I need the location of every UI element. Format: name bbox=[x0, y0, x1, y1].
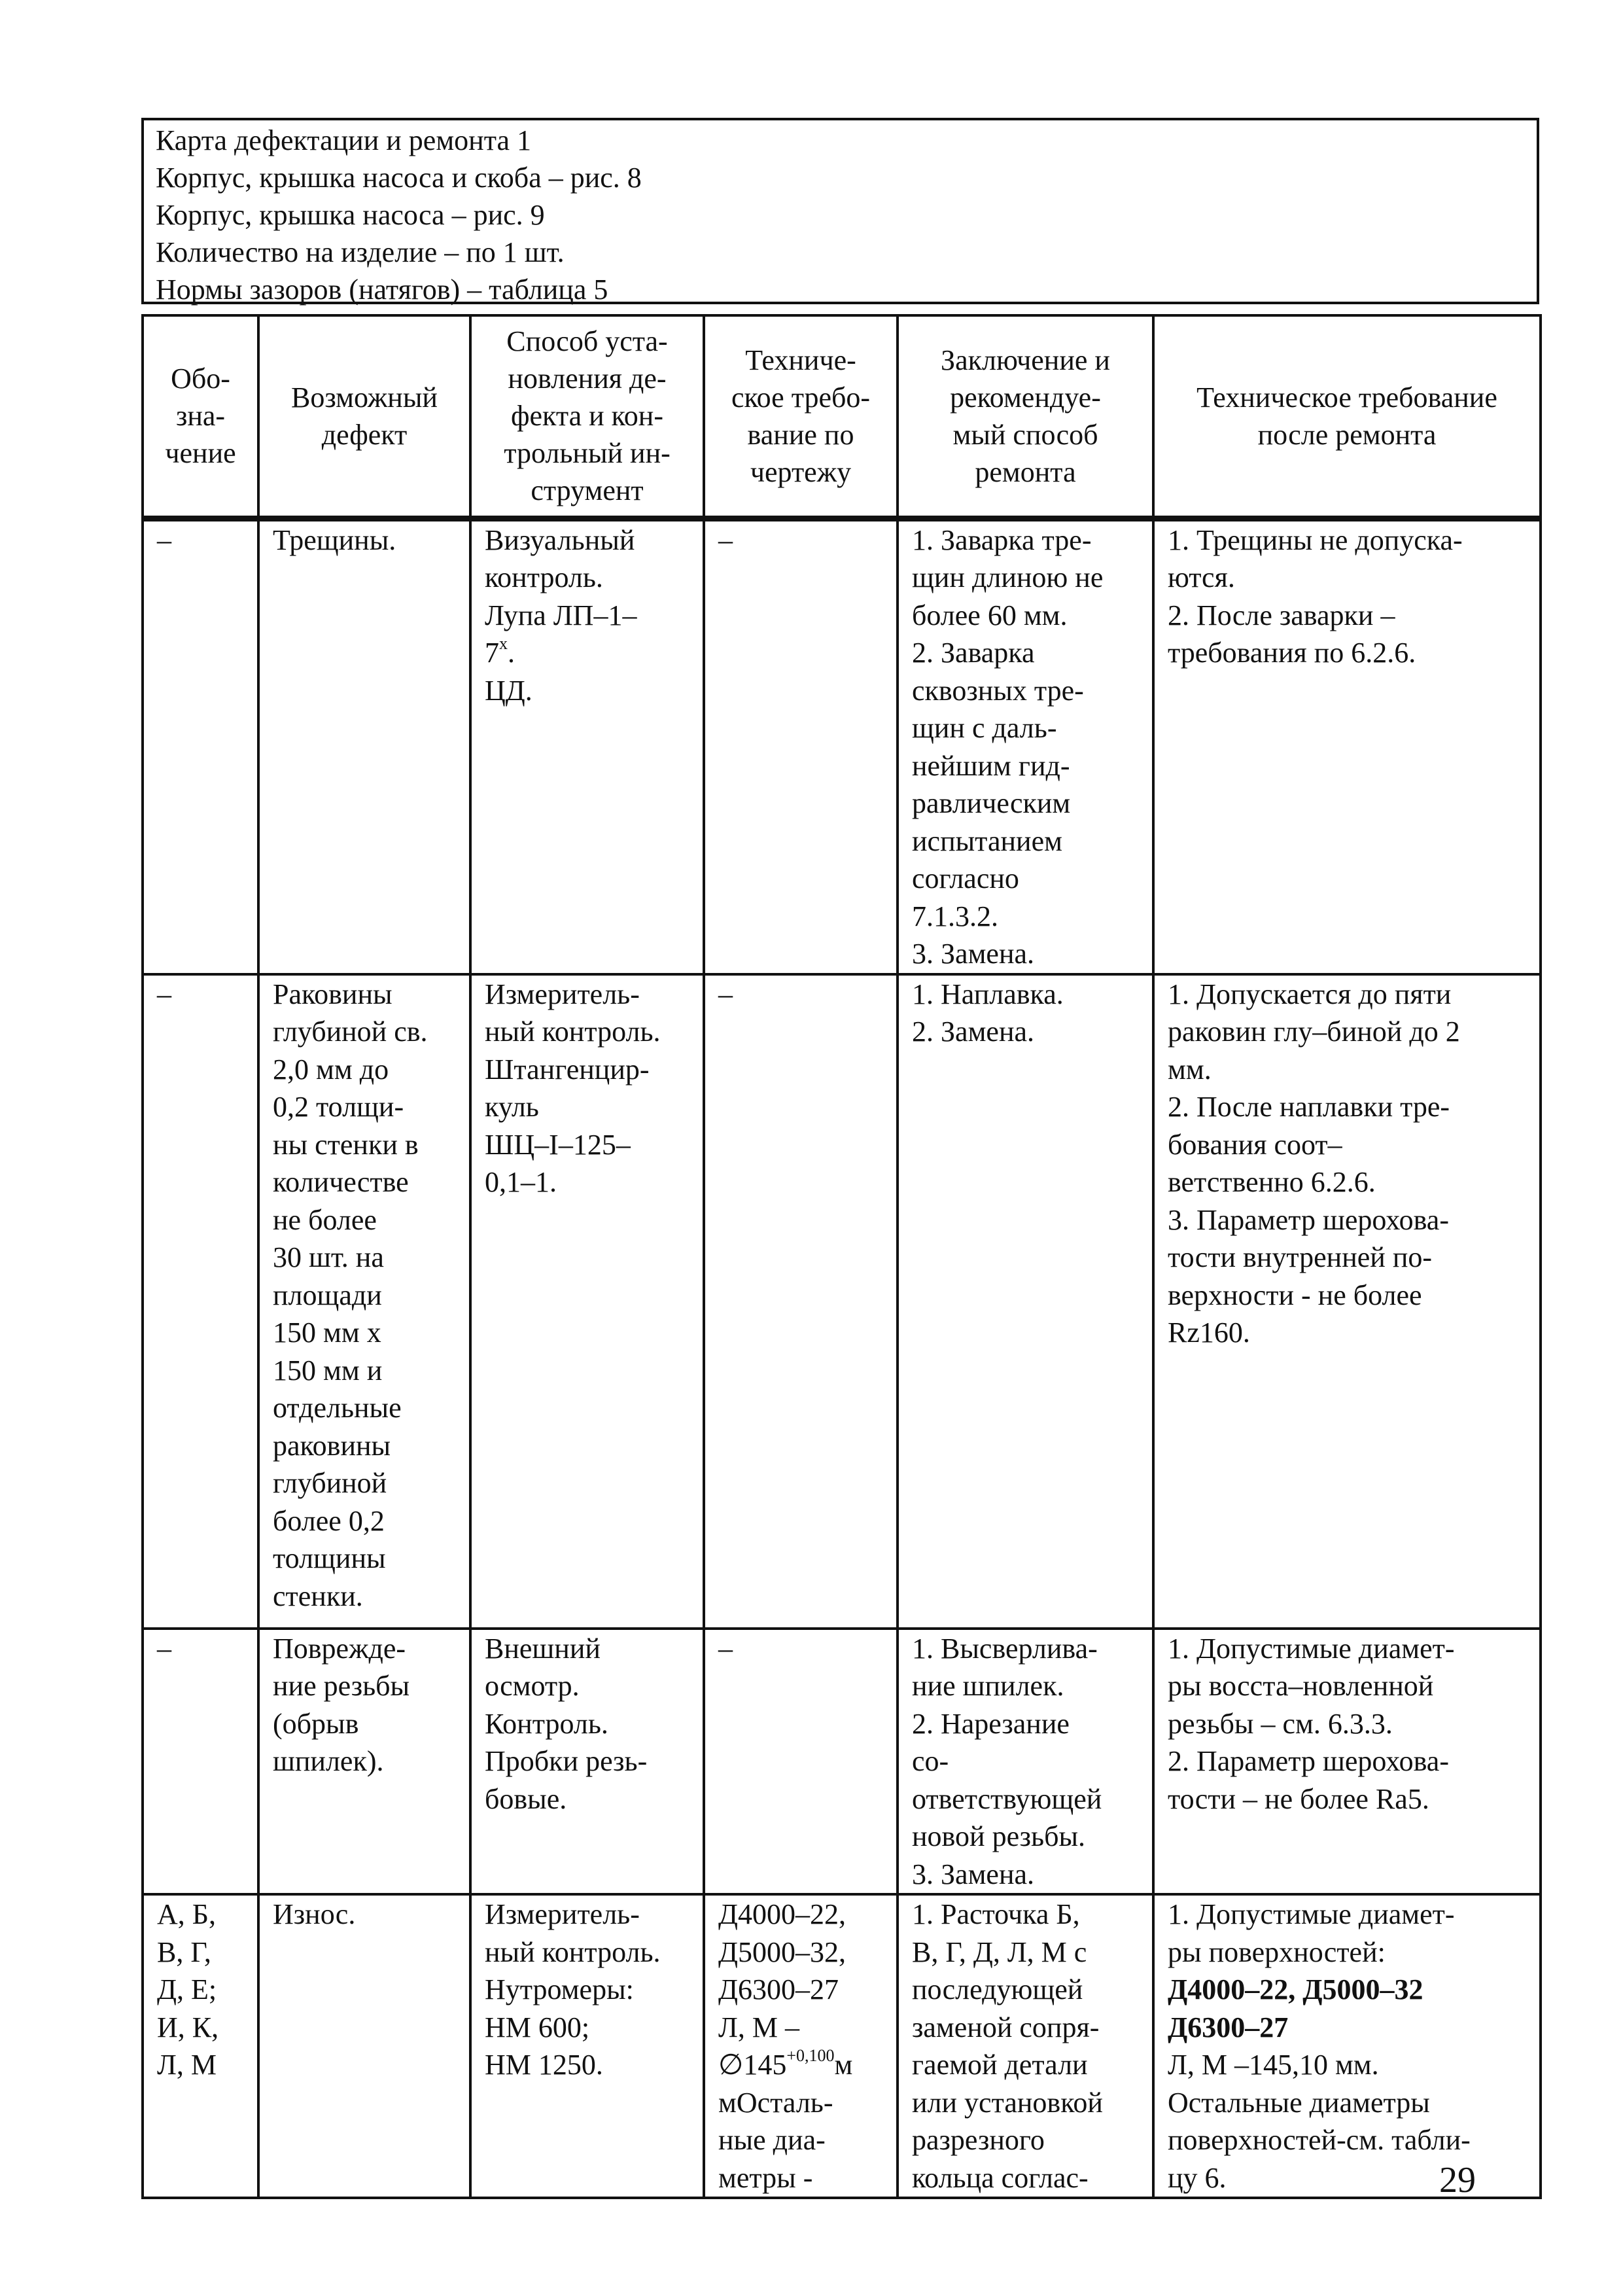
method-cell: Внешний осмотр. Контроль. Пробки резь- бовые. bbox=[470, 1629, 704, 1895]
after-repair-cell: 1. Допускается до пяти раковин глу–биной до 2 мм. 2. После наплавки тре- бования соот– ветственно 6.2.6. 3. Параметр шерохова- тости внутренней по- верхности - не более Rz160. bbox=[1153, 974, 1541, 1629]
card-header bbox=[141, 118, 1539, 304]
repair-cell: 1. Расточка Б, В, Г, Д, Л, М с последующей заменой сопря- гаемой детали или установкой разрезного кольца соглас- bbox=[898, 1894, 1153, 2198]
col-header-after-repair: Техническое требование после ремонта bbox=[1153, 315, 1541, 518]
header-line-clearances: Нормы зазоров (натягов) – таблица 5 bbox=[156, 274, 608, 306]
defect-table bbox=[141, 314, 1542, 2199]
designation-cell: А, Б, В, Г, Д, Е; И, К, Л, М bbox=[143, 1894, 258, 2198]
header-line-quantity: Количество на изделие – по 1 шт. bbox=[156, 236, 565, 268]
after-repair-cell: 1. Допустимые диамет- ры поверхностей: Д4000–22, Д5000–32 Д6300–27 Л, М –145,10 мм. Остальные диаметры поверхностей-см. табли- цу 6. bbox=[1153, 1894, 1541, 2198]
after-repair-bold-diameters: Д4000–22, Д5000–32 Д6300–27 bbox=[1168, 1973, 1423, 2043]
table-row bbox=[143, 1629, 1541, 1895]
after-repair-cell: 1. Трещины не допуска- ются. 2. После заварки – требования по 6.2.6. bbox=[1153, 518, 1541, 974]
defect-cell: Раковины глубиной св. 2,0 мм до 0,2 толщи- ны стенки в количестве не более 30 шт. на площади 150 мм х 150 мм и отдельные раковины глубиной более 0,2 толщины стенки. bbox=[258, 974, 470, 1629]
col-header-method: Способ уста- новления де- фекта и кон- трольный ин- струмент bbox=[470, 315, 704, 518]
method-cell: Визуальный контроль. Лупа ЛП–1– $7^х$. ЦД. bbox=[470, 518, 704, 974]
table-row bbox=[143, 518, 1541, 974]
requirement-cell: Д4000–22, Д5000–32, Д6300–27 Л, М – $\emptyset 145^{+0,100}м$ мОсталь- ные диа- метры - bbox=[704, 1894, 898, 2198]
designation-cell: – bbox=[143, 518, 258, 974]
col-header-repair: Заключение и рекомендуе- мый способ ремонта bbox=[898, 315, 1153, 518]
col-header-drawing-requirement: Техниче- ское требо- вание по чертежу bbox=[704, 315, 898, 518]
defect-cell: Поврежде- ние резьбы (обрыв шпилек). bbox=[258, 1629, 470, 1895]
page-number: 29 bbox=[1439, 2160, 1476, 2200]
requirement-cell: – bbox=[704, 1629, 898, 1895]
col-header-defect: Возможный дефект bbox=[258, 315, 470, 518]
repair-cell: 1. Высверлива- ние шпилек. 2. Нарезание со- ответствующей новой резьбы. 3. Замена. bbox=[898, 1629, 1153, 1895]
defect-cell: Износ. bbox=[258, 1894, 470, 2198]
table-row bbox=[143, 974, 1541, 1629]
requirement-cell: – bbox=[704, 974, 898, 1629]
defect-cell: Трещины. bbox=[258, 518, 470, 974]
header-line-cover-fig: Корпус, крышка насоса – рис. 9 bbox=[156, 199, 545, 231]
table-row bbox=[143, 1894, 1541, 2198]
designation-cell: – bbox=[143, 1629, 258, 1895]
repair-cell: 1. Заварка тре- щин длиною не более 60 мм. 2. Заварка сквозных тре- щин с даль- нейшим гид- равлическим испытанием согласно 7.1.3.2. 3. Замена. bbox=[898, 518, 1153, 974]
designation-cell: – bbox=[143, 974, 258, 1629]
card-title: Карта дефектации и ремонта 1 bbox=[156, 124, 531, 156]
header-line-body-fig: Корпус, крышка насоса и скоба – рис. 8 bbox=[156, 162, 642, 194]
after-repair-cell: 1. Допустимые диамет- ры восста–новленной резьбы – см. 6.3.3. 2. Параметр шерохова- тости – не более Ra5. bbox=[1153, 1629, 1541, 1895]
col-header-designation: Обо- зна- чение bbox=[143, 315, 258, 518]
table-header-row bbox=[143, 315, 1541, 518]
method-cell: Измеритель- ный контроль. Штангенцир- куль ШЦ–I–125– 0,1–1. bbox=[470, 974, 704, 1629]
repair-cell: 1. Наплавка. 2. Замена. bbox=[898, 974, 1153, 1629]
requirement-cell: – bbox=[704, 518, 898, 974]
method-cell: Измеритель- ный контроль. Нутромеры: НМ 600; НМ 1250. bbox=[470, 1894, 704, 2198]
